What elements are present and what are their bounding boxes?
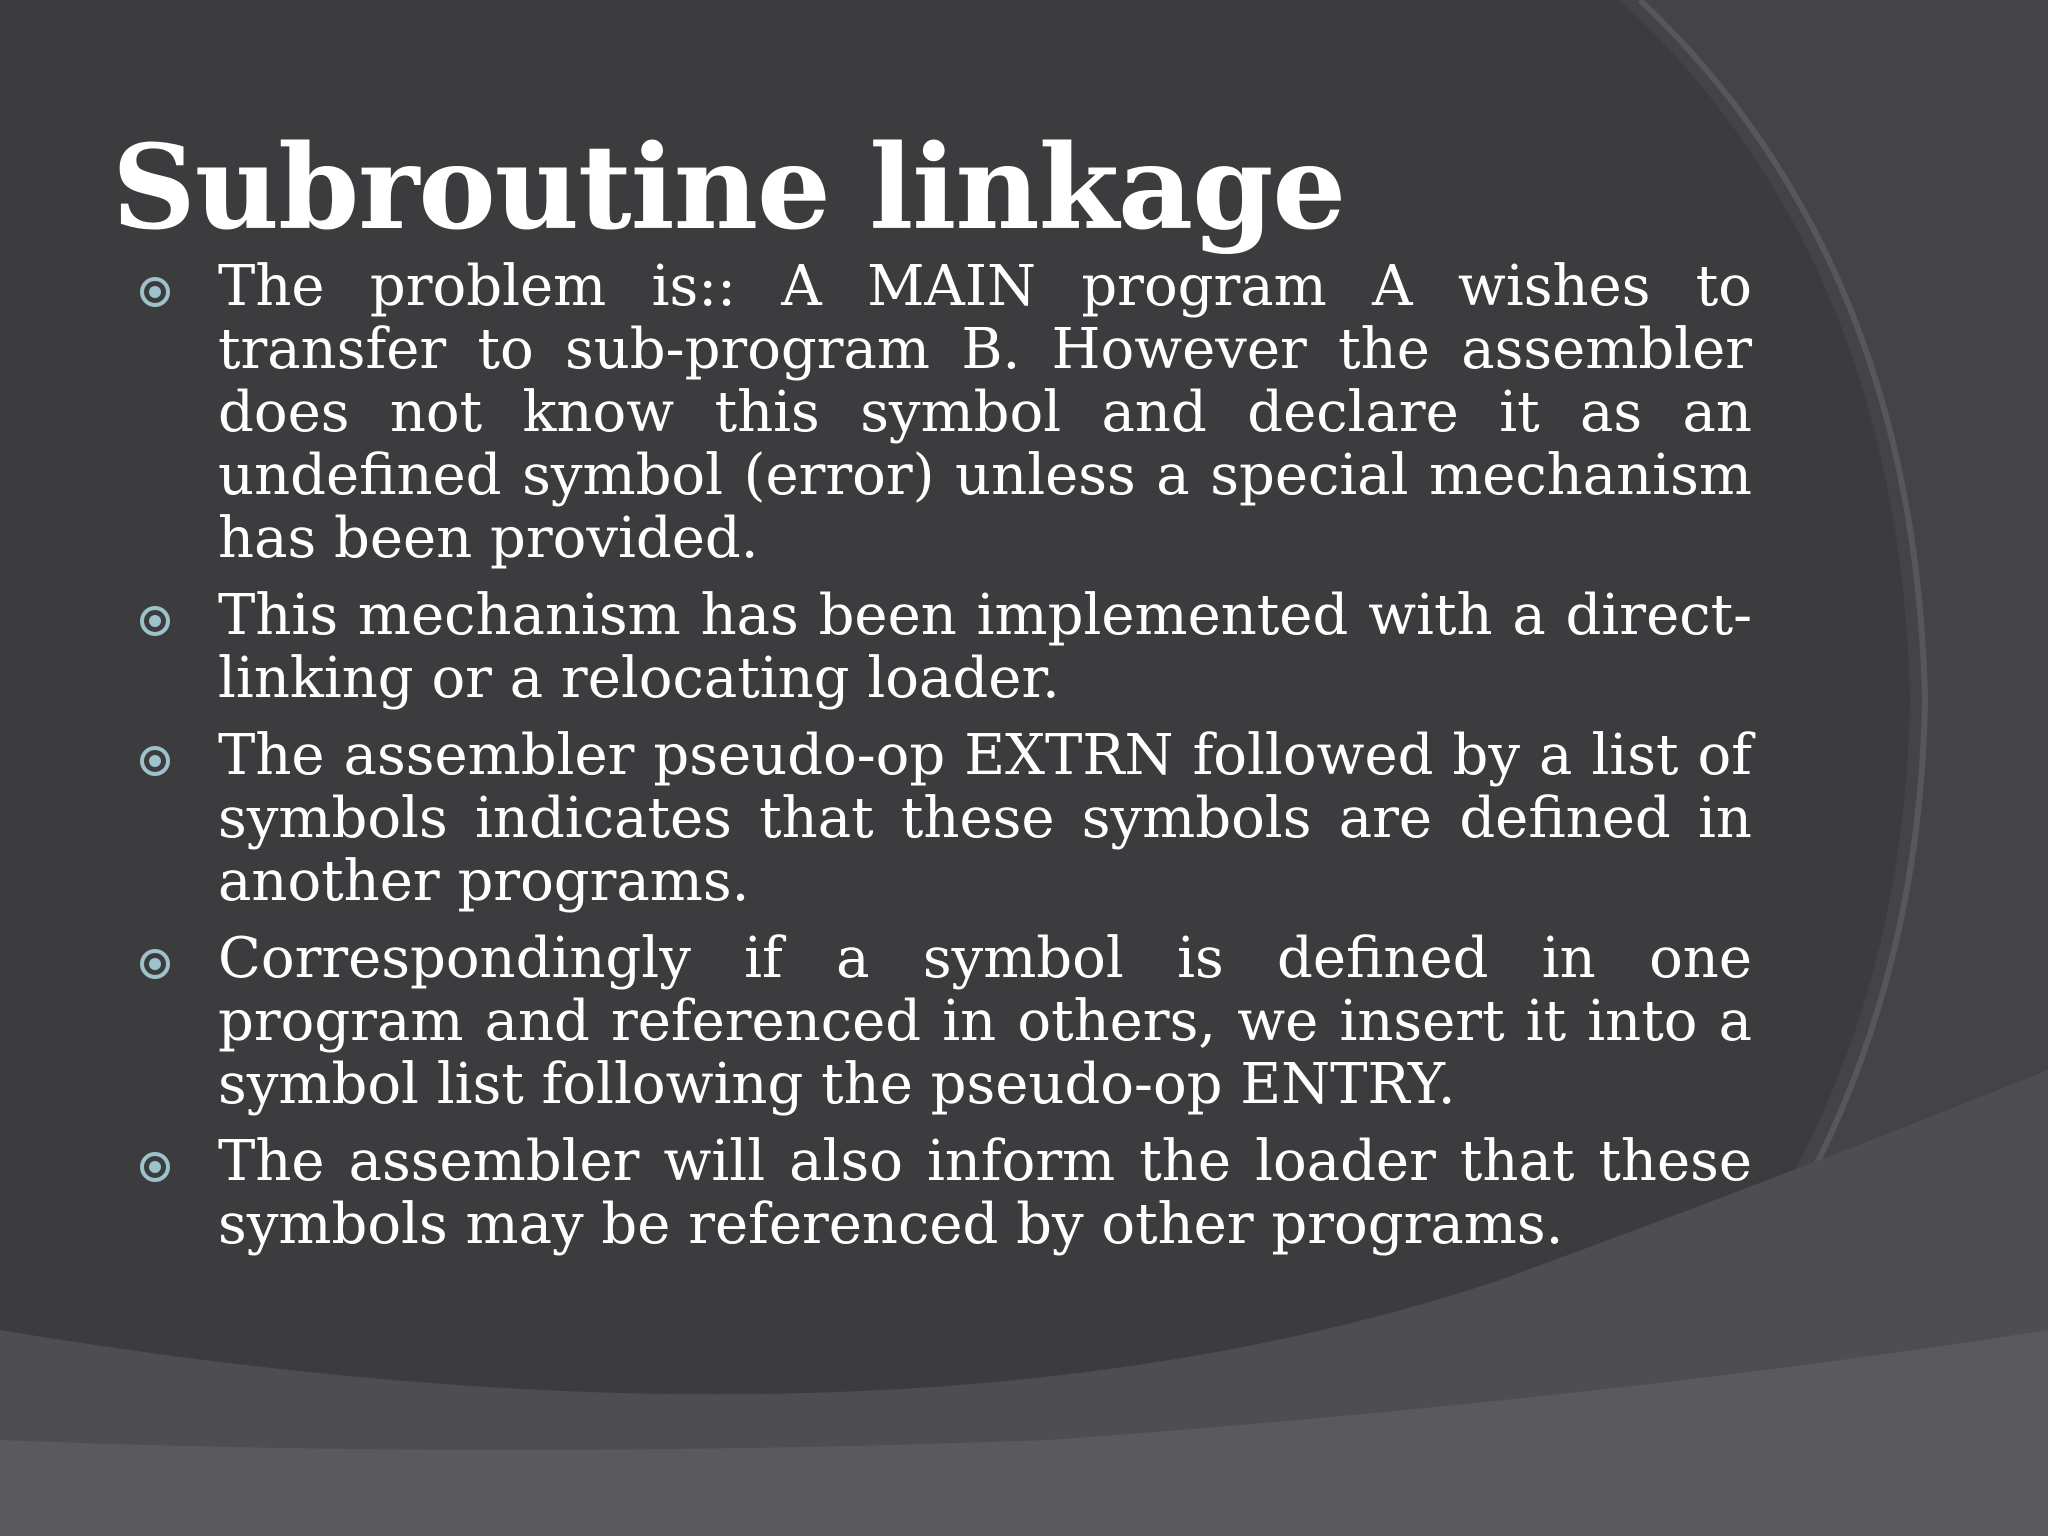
bullet-item — [132, 927, 1752, 1116]
circled-dot-bullet-icon — [140, 606, 170, 636]
bullet-text: The problem is:: A MAIN program A wishes to transfer to sub-program B. However the assembler does not know this symbol and declare it as an undefined symbol (error) unless a special mechanism has been provided. — [218, 254, 1752, 571]
bullet-text: This mechanism has been implemented with a direct-linking or a relocating loader. — [218, 583, 1752, 711]
bullet-list — [132, 255, 1752, 1270]
bullet-item — [132, 1130, 1752, 1256]
bullet-text: Correspondingly if a symbol is defined in one program and referenced in others, we insert it into a symbol list following the pseudo-op ENTRY. — [218, 926, 1752, 1117]
circled-dot-bullet-icon — [140, 949, 170, 979]
bullet-text: The assembler pseudo-op EXTRN followed by a list of symbols indicates that these symbols are defined in another programs. — [218, 723, 1752, 914]
bullet-item — [132, 584, 1752, 710]
circled-dot-bullet-icon — [140, 746, 170, 776]
bullet-item — [132, 255, 1752, 570]
bullet-item — [132, 724, 1752, 913]
circled-dot-bullet-icon — [140, 1152, 170, 1182]
circled-dot-bullet-icon — [140, 277, 170, 307]
slide-title: Subroutine linkage — [112, 120, 1346, 256]
bullet-text: The assembler will also inform the loader that these symbols may be referenced by other programs. — [218, 1129, 1752, 1257]
